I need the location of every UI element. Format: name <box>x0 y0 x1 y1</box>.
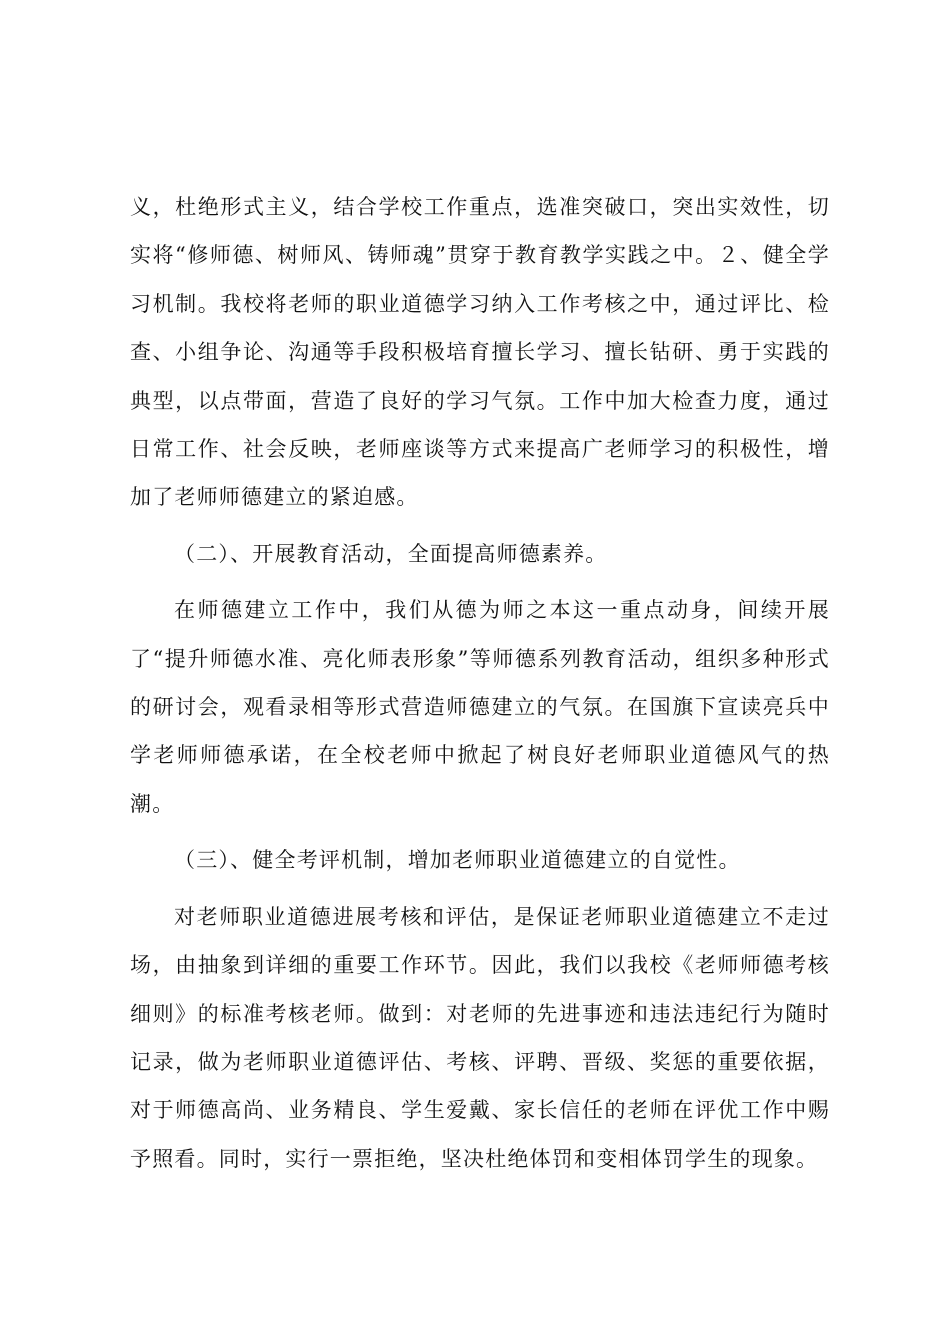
section-heading-three: （三）、健全考评机制，增加老师职业道德建立的自觉性。 <box>174 848 741 873</box>
document-body <box>130 183 830 1183</box>
section-heading-two: （二）、开展教育活动，全面提高师德素养。 <box>174 541 608 566</box>
paragraph-evaluation-mechanism: 对老师职业道德进展考核和评估，是保证老师职业道德建立不走过场，由抽象到详细的重要工作环节。因此，我们以我校《老师师德考核细则》的标准考核老师。做到：对老师的先进事迹和违法违纪行为随时记录，做为老师职业道德评估、考核、评聘、晋级、奖惩的重要依据，对于师德高尚、业务精良、学生爱戴、家长信任的老师在评优工作中赐予照看。同时，实行一票拒绝，坚决杜绝体罚和变相体罚学生的现象。 <box>130 904 830 1171</box>
paragraph-education-activities: 在师德建立工作中，我们从德为师之本这一重点动身，间续开展了“提升师德水准、亮化师表形象”等师德系列教育活动，组织多种形式的研讨会，观看录相等形式营造师德建立的气氛。在国旗下宣读亮兵中学老师师德承诺，在全校老师中掀起了树良好老师职业道德风气的热潮。 <box>130 598 830 816</box>
paragraph-continuation: 义，杜绝形式主义，结合学校工作重点，选准突破口，突出实效性，切实将“修师德、树师风、铸师魂”贯穿于教育教学实践之中。２、健全学习机制。我校将老师的职业道德学习纳入工作考核之中，通过评比、检查、小组争论、沟通等手段积极培育擅长学习、擅长钻研、勇于实践的典型，以点带面，营造了良好的学习气氛。工作中加大检查力度，通过日常工作、社会反映，老师座谈等方式来提高广老师学习的积极性，增加了老师师德建立的紧迫感。 <box>130 195 830 510</box>
